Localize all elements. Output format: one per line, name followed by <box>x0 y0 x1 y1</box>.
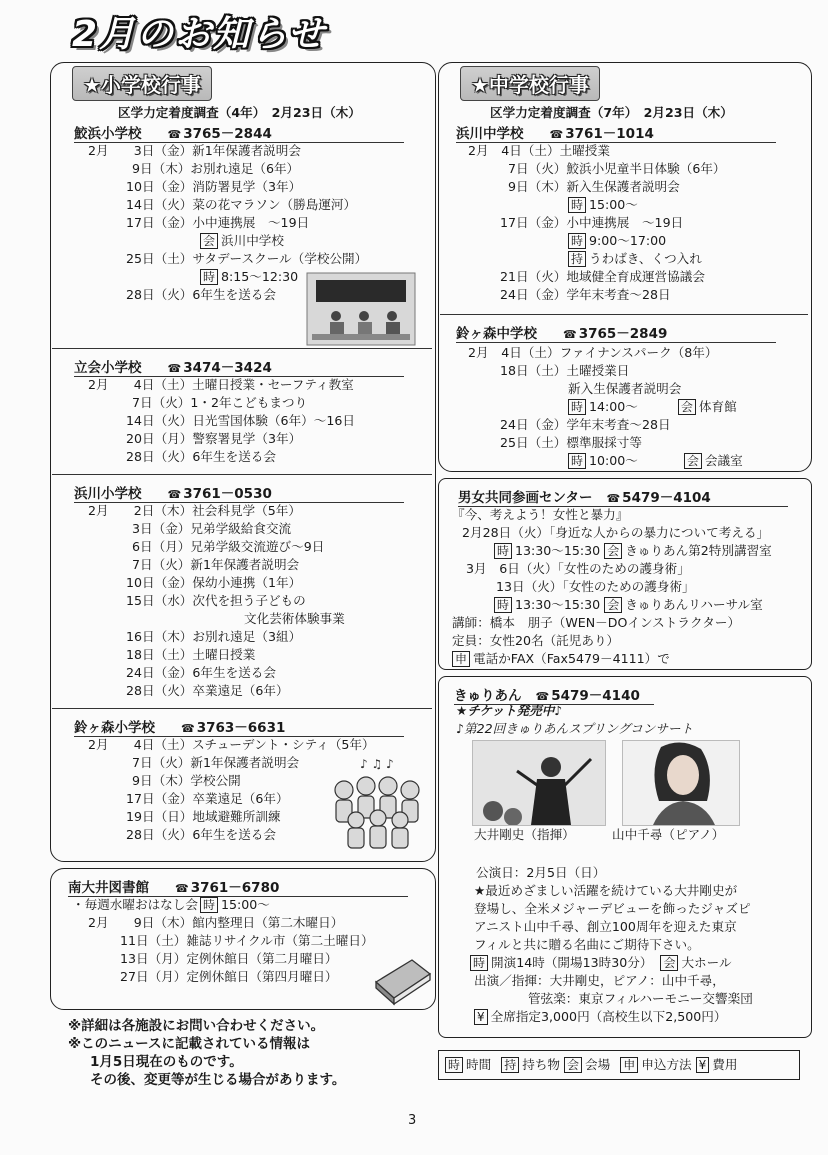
school-phone: 3765－2849 <box>578 326 668 342</box>
event-line: 14日（火）菜の花マラソン（勝島運河） <box>126 197 357 212</box>
event-line: 2月 4日（土）土曜日授業・セーフティ教室 <box>88 377 354 392</box>
event-line: 時 8:15～12:30 <box>200 268 298 285</box>
event-line: 9日（木）新入生保護者説明会 <box>508 179 680 194</box>
event-line: 7日（火）鮫浜小児童半日体験（6年） <box>508 161 726 176</box>
venue-symbol: 会 <box>678 399 696 415</box>
event-line: 時 15:00～ <box>568 196 638 213</box>
curian-name: きゅりあん <box>454 688 522 704</box>
footnote: ※このニュースに記載されている情報は <box>68 1036 310 1052</box>
performers: 管弦楽：東京フィルハーモニー交響楽団 <box>528 991 753 1006</box>
legend-symbol: ¥ <box>696 1057 710 1073</box>
legend-symbol: 会 <box>564 1057 582 1073</box>
event-line: 25日（土）標準服採寸等 <box>500 435 642 450</box>
curian-phone: 5479－4140 <box>551 688 640 704</box>
event-line: 2月 3日（金）新1年保護者説明会 <box>88 143 301 158</box>
school-header <box>74 356 404 377</box>
event-line: 24日（金）6年生を送る会 <box>126 665 276 680</box>
event-line: 10日（金）消防署見学（3年） <box>126 179 302 194</box>
event-line: 20日（月）警察署見学（3年） <box>126 431 302 446</box>
concert-description: 登場し、全米メジャーデビューを飾ったジャズピ <box>474 901 751 916</box>
conductor-caption: 大井剛史（指揮） <box>474 827 575 842</box>
school-phone: 3765－2844 <box>183 126 272 142</box>
center-name: 男女共同参画センター <box>458 490 593 506</box>
footnote: その後、変更等が生じる場合があります。 <box>90 1072 346 1088</box>
time-symbol: 時 <box>470 955 488 971</box>
time-symbol: 時 <box>200 269 218 285</box>
bring-symbol: 持 <box>568 251 586 267</box>
school-name: 鈴ヶ森中学校 <box>456 326 537 342</box>
library-note: ・毎週水曜おはなし会 時 15:00～ <box>72 897 270 912</box>
library-name: 南大井図書館 <box>68 880 149 896</box>
divider <box>52 474 432 475</box>
phone-icon: ☎ <box>175 882 189 895</box>
time-symbol: 時 <box>200 897 218 913</box>
center-line: 時 13:30～15:30 会 きゅりあん第2特別講習室 <box>494 542 772 559</box>
time-symbol: 時 <box>568 453 586 469</box>
center-line: 『今、考えよう！女性と暴力』 <box>452 507 629 522</box>
venue-symbol: 会 <box>604 543 622 559</box>
performance-date: 公演日：2月5日（日） <box>476 865 606 880</box>
event-line: 2月 4日（土）ファイナンスパーク（8年） <box>468 345 718 360</box>
event-line: 17日（金）小中連携展 ～19日 <box>126 215 310 230</box>
legend-symbol: 持 <box>501 1057 519 1073</box>
legend-symbol: 申 <box>620 1057 638 1073</box>
page-number: 3 <box>408 1113 417 1128</box>
event-line: 24日（金）学年末考査～28日 <box>500 287 671 302</box>
apply-symbol: 申 <box>452 651 470 667</box>
event-line: 19日（日）地域避難所訓練 <box>126 809 281 824</box>
event-line: 28日（火）6年生を送る会 <box>126 449 276 464</box>
phone-icon: ☎ <box>563 328 577 341</box>
junior-heading: ★中学校行事 <box>460 66 600 101</box>
venue-symbol: 会 <box>684 453 702 469</box>
event-line: 28日（火）卒業遠足（6年） <box>126 683 289 698</box>
divider <box>52 348 432 349</box>
event-line: 11日（土）雑誌リサイクル市（第二土曜日） <box>120 933 374 948</box>
school-phone: 3761－0530 <box>183 486 272 502</box>
time-symbol: 時 <box>568 233 586 249</box>
legend-label: 会場 <box>585 1057 611 1072</box>
classroom-illustration <box>306 272 416 346</box>
event-line: 28日（火）6年生を送る会 <box>126 287 276 302</box>
time-symbol: 時 <box>494 543 512 559</box>
center-line: 2月28日（火）「身近な人からの暴力について考える」 <box>462 525 770 540</box>
school-phone: 3761－1014 <box>565 126 654 142</box>
footnote: ※詳細は各施設にお問い合わせください。 <box>68 1018 325 1034</box>
school-header <box>74 122 404 143</box>
fee-symbol: ¥ <box>474 1009 488 1025</box>
school-header <box>74 716 404 737</box>
legend-symbol: 時 <box>445 1057 463 1073</box>
event-line: 2月 4日（土）スチューデント・シティ（5年） <box>88 737 375 752</box>
phone-icon: ☎ <box>549 128 564 141</box>
elementary-survey: 区学力定着度調査（4年） 2月23日（木） <box>118 105 361 120</box>
event-line: 時 10:00～ 会 会議室 <box>568 452 743 469</box>
legend-label: 申込方法 <box>641 1057 692 1072</box>
event-line: 10日（金）保幼小連携（1年） <box>126 575 302 590</box>
divider <box>52 708 432 709</box>
svg-text:♪ ♫ ♪: ♪ ♫ ♪ <box>360 757 394 771</box>
event-line: 7日（火）1・2年こどもまつり <box>132 395 308 410</box>
choir-children-illustration <box>330 756 426 854</box>
event-line: 14日（火）日光雪国体験（6年）～16日 <box>126 413 355 428</box>
school-phone: 3474－3424 <box>183 360 272 376</box>
phone-icon: ☎ <box>181 722 195 735</box>
legend-label: 費用 <box>712 1057 738 1072</box>
center-header <box>458 486 788 507</box>
ticket-price: ¥ 全席指定3,000円（高校生以下2,500円） <box>474 1008 726 1025</box>
center-phone: 5479－4104 <box>622 490 711 506</box>
pianist-photo <box>622 740 740 826</box>
book-illustration <box>372 954 432 1006</box>
event-line: 13日（月）定例休館日（第二月曜日） <box>120 951 338 966</box>
school-name: 鈴ヶ森小学校 <box>74 720 155 736</box>
event-line: 持 うわばき、くつ入れ <box>568 250 702 267</box>
event-line: 15日（水）次代を担う子どもの <box>126 593 306 608</box>
event-line: 7日（火）新1年保護者説明会 <box>132 557 300 572</box>
event-line: 18日（土）土曜授業日 <box>500 363 630 378</box>
event-line: 9日（木）学校公開 <box>132 773 241 788</box>
event-line: 2月 2日（木）社会科見学（5年） <box>88 503 301 518</box>
time-symbol: 時 <box>568 399 586 415</box>
school-name: 浜川中学校 <box>456 126 524 142</box>
legend-label: 持ち物 <box>522 1057 561 1072</box>
event-line: 7日（火）新1年保護者説明会 <box>132 755 300 770</box>
legend <box>438 1050 800 1080</box>
center-line: 時 13:30～15:30 会 きゅりあんリハーサル室 <box>494 596 763 613</box>
library-header <box>68 876 408 897</box>
center-line: 定員：女性20名（託児あり） <box>452 633 620 648</box>
venue-symbol: 会 <box>604 597 622 613</box>
event-line: 3日（金）兄弟学級給食交流 <box>132 521 292 536</box>
venue-symbol: 会 <box>660 955 678 971</box>
event-line: 2月 9日（木）館内整理日（第二木曜日） <box>88 915 344 930</box>
event-line: 文化芸術体験事業 <box>244 611 345 626</box>
event-line: 28日（火）6年生を送る会 <box>126 827 276 842</box>
event-line: 17日（金）卒業遠足（6年） <box>126 791 289 806</box>
event-line: 17日（金）小中連携展 ～19日 <box>500 215 684 230</box>
center-line: 13日（火）「女性のための護身術」 <box>496 579 695 594</box>
event-line: 新入生保護者説明会 <box>568 381 682 396</box>
library-phone: 3761－6780 <box>190 880 280 896</box>
school-header <box>456 322 776 343</box>
page-title: 2月のお知らせ <box>72 14 326 55</box>
school-header <box>74 482 404 503</box>
performers: 出演／指揮：大井剛史，ピアノ：山中千尋， <box>474 973 725 988</box>
event-line: 18日（土）土曜日授業 <box>126 647 256 662</box>
conductor-photo <box>472 740 606 826</box>
concert-description: アニスト山中千尋、創立100周年を迎えた東京 <box>474 919 737 934</box>
venue-symbol: 会 <box>200 233 218 249</box>
event-line: 会 浜川中学校 <box>200 232 284 249</box>
performance-time: 時 開演14時（開場13時30分） 会 大ホール <box>470 954 732 971</box>
time-symbol: 時 <box>568 197 586 213</box>
event-line: 27日（月）定例休館日（第四月曜日） <box>120 969 338 984</box>
event-line: 時 9:00～17:00 <box>568 232 666 249</box>
event-line: 24日（金）学年末考査～28日 <box>500 417 671 432</box>
elementary-heading: ★小学校行事 <box>72 66 212 101</box>
event-line: 2月 4日（土）土曜授業 <box>468 143 610 158</box>
phone-icon: ☎ <box>167 128 182 141</box>
pianist-caption: 山中千尋（ピアノ） <box>612 827 725 842</box>
event-line: 9日（木）お別れ遠足（6年） <box>132 161 300 176</box>
phone-icon: ☎ <box>167 362 182 375</box>
footnote: 1月5日現在のものです。 <box>90 1054 243 1070</box>
legend-label: 時間 <box>466 1057 492 1072</box>
concert-description: フィルと共に贈る名曲にご期待下さい。 <box>474 937 700 952</box>
event-line: 16日（木）お別れ遠足（3組） <box>126 629 302 644</box>
school-header <box>456 122 776 143</box>
school-phone: 3763－6631 <box>196 720 286 736</box>
center-line: 3月 6日（火）「女性のための護身術」 <box>466 561 690 576</box>
time-symbol: 時 <box>494 597 512 613</box>
divider <box>440 314 808 315</box>
event-line: 6日（月）兄弟学級交流遊び～9日 <box>132 539 325 554</box>
event-line: 21日（火）地域健全育成運営協議会 <box>500 269 705 284</box>
school-name: 鮫浜小学校 <box>74 126 142 142</box>
center-line: 講師：橋本 朋子（WEN－DOインストラクター） <box>452 615 741 630</box>
phone-icon: ☎ <box>535 690 550 703</box>
ticket-notice: ★チケット発売中♪ <box>456 703 563 718</box>
school-name: 浜川小学校 <box>74 486 142 502</box>
center-line: 申 電話かFAX（Fax5479－4111）で <box>452 650 670 667</box>
concert-description: ★最近めざましい活躍を続けている大井剛史が <box>474 883 738 898</box>
phone-icon: ☎ <box>606 492 621 505</box>
concert-title: ♪第22回きゅりあんスプリングコンサート <box>456 721 694 736</box>
phone-icon: ☎ <box>167 488 182 501</box>
event-line: 25日（土）サタデースクール（学校公開） <box>126 251 368 266</box>
school-name: 立会小学校 <box>74 360 142 376</box>
event-line: 時 14:00～ 会 体育館 <box>568 398 737 415</box>
junior-survey: 区学力定着度調査（7年） 2月23日（木） <box>490 105 733 120</box>
